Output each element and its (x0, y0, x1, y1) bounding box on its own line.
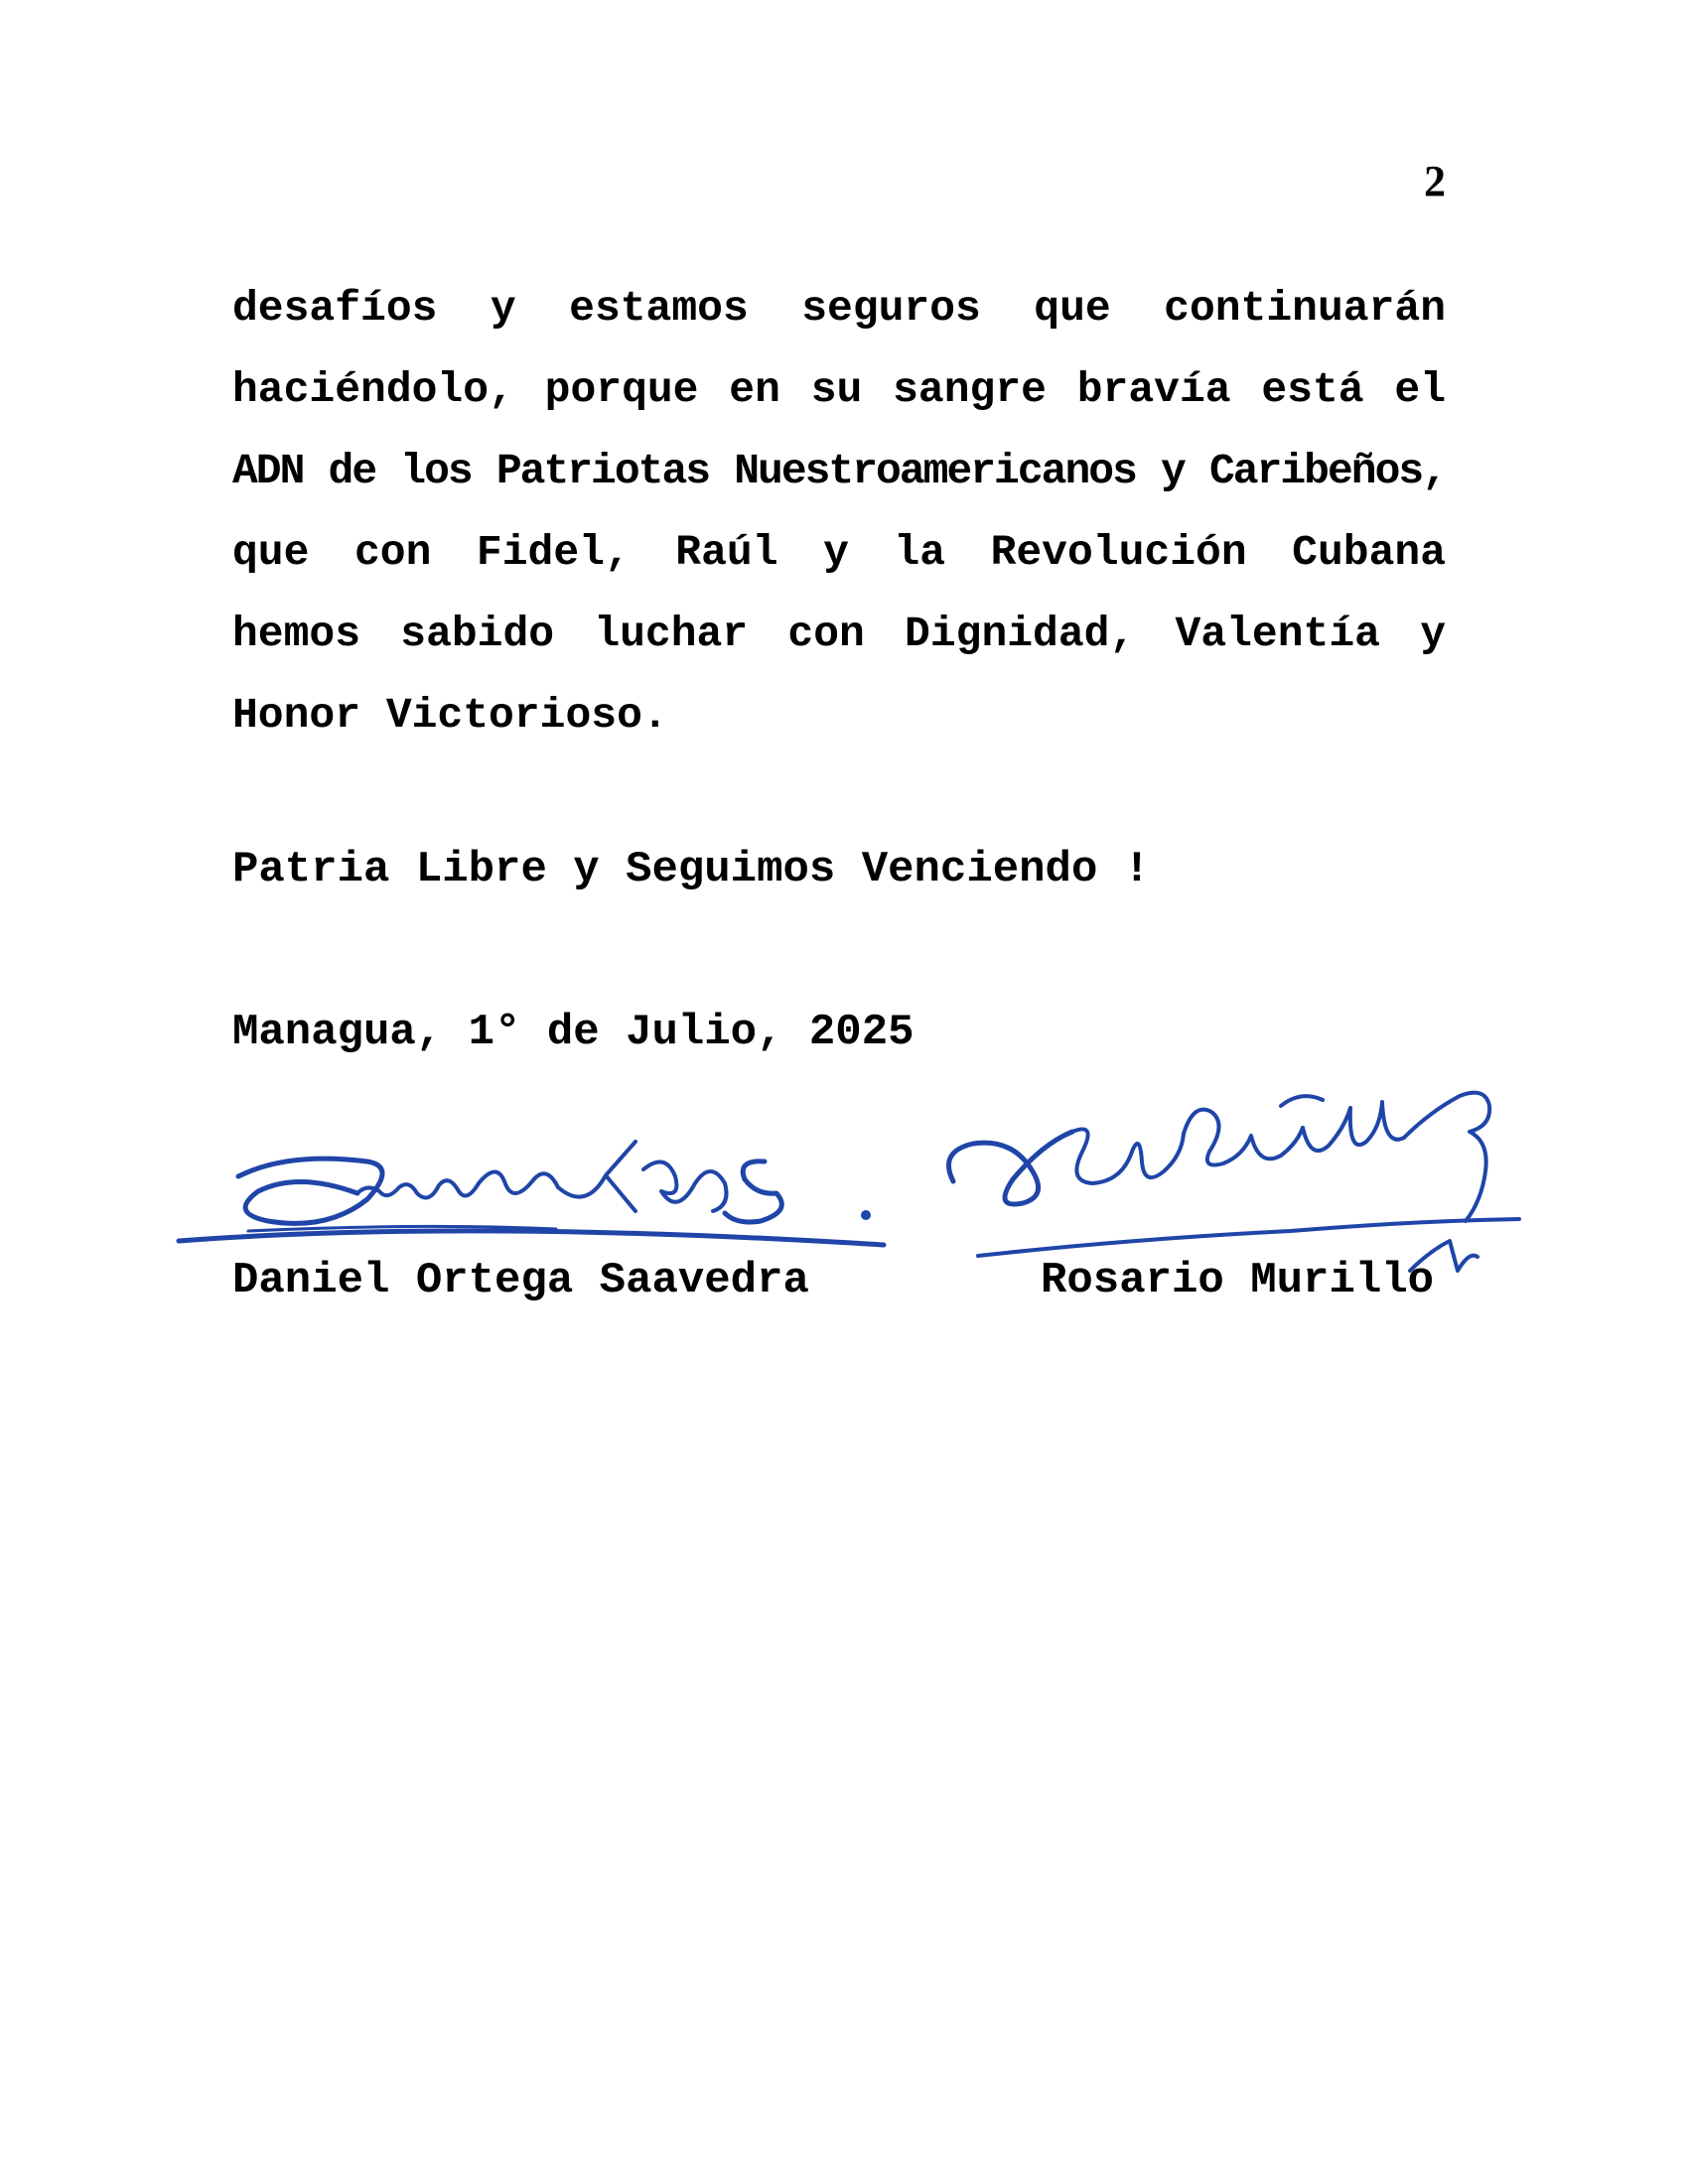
paragraph-line: desafíos y estamos seguros que continuarán (232, 284, 1446, 333)
closing-slogan: Patria Libre y Seguimos Venciendo ! (232, 845, 1151, 894)
paragraph-line: hemos sabido luchar con Dignidad, Valentía y (232, 610, 1446, 658)
page-number: 2 (1424, 157, 1446, 205)
signer-name-right: Rosario Murillo (1041, 1256, 1435, 1305)
signature-daniel-ortega (169, 1122, 904, 1261)
body-paragraph (232, 268, 1446, 756)
signature-rosario-murillo (933, 1072, 1529, 1271)
place-and-date: Managua, 1° de Julio, 2025 (232, 1008, 914, 1057)
paragraph-line: ADN de los Patriotas Nuestroamericanos y Caribeños, (232, 447, 1446, 495)
paragraph-line: que con Fidel, Raúl y la Revolución Cubana (232, 528, 1446, 577)
paragraph-line: Honor Victorioso. (232, 691, 668, 740)
paragraph-line: haciéndolo, porque en su sangre bravía está el (232, 365, 1446, 414)
signer-name-left: Daniel Ortega Saavedra (232, 1256, 809, 1305)
